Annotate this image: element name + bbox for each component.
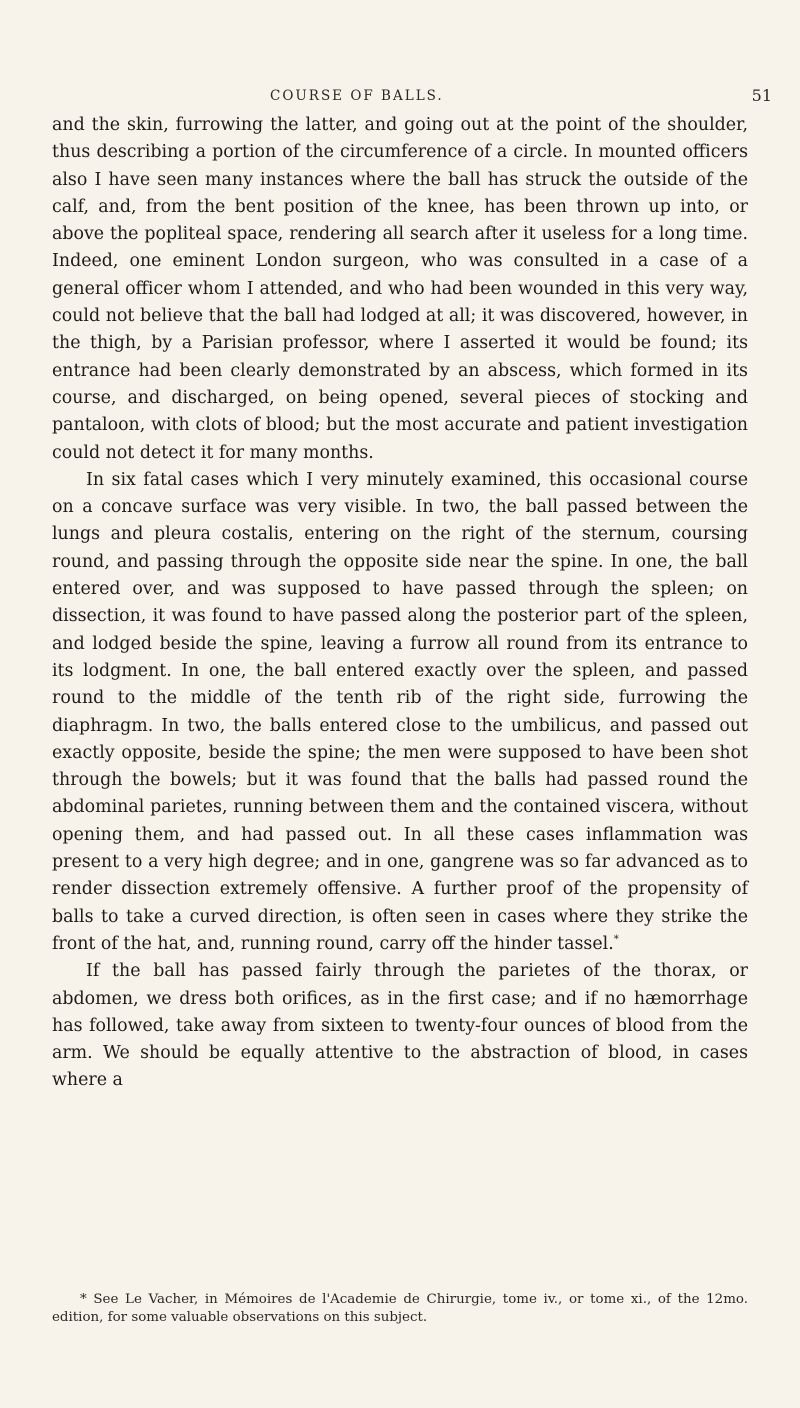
paragraph-1: and the skin, furrowing the latter, and going out at the point of the shoulder, thus describing a portion of the circumference of a circle. In mounted officers also I have seen many instances where the ball has struck the outside of the calf, and, from the bent position of the knee, has been thrown up into, or above the popliteal space, rendering all search after it useless for a long time. Indeed, one eminent London surgeon, who was consulted in a case of a general officer whom I attended, and who had been wounded in this very way, could not believe that the ball had lodged at all; it was discovered, however, in the thigh, by a Parisian professor, where I asserted it would be found; its entrance had been clearly demonstrated by an abscess, which formed in its course, and discharged, on being opened, several pieces of stocking and pantaloon, with clots of blood; but the most accurate and patient investigation could not detect it for many months. [52, 115, 748, 463]
body-text [52, 112, 748, 1095]
paragraph-3: If the ball has passed fairly through the parietes of the thorax, or abdomen, we dress both orifices, as in the first case; and if no hæmorrhage has followed, take away from sixteen to twenty-four ounces of blood from the arm. We should be equally attentive to the abstraction of blood, in cases where a [52, 961, 748, 1091]
paragraph-2 [52, 467, 748, 958]
footnote: * See Le Vacher, in Mémoires de l'Academie de Chirurgie, tome iv., or tome xi., of the 12mo. edition, for some valuable observations on this subject. [52, 1292, 748, 1325]
page-number: 51 [751, 86, 772, 105]
running-head [270, 88, 772, 110]
paragraph-2-text: In six fatal cases which I very minutely examined, this occasional course on a concave surface was very visible. In two, the ball passed between the lungs and pleura costalis, entering on the right of the sternum, coursing round, and passing through the opposite side near the spine. In one, the ball entered over, and was supposed to have passed through the spleen; on dissection, it was found to have passed along the posterior part of the spleen, and lodged beside the spine, leaving a furrow all round from its entrance to its lodgment. In one, the ball entered exactly over the spleen, and passed round to the middle of the tenth rib of the right side, furrowing the diaphragm. In two, the balls entered close to the umbilicus, and passed out exactly opposite, beside the spine; the men were supposed to have been shot through the bowels; but it was found that the balls had passed round the abdominal parietes, running between them and the contained viscera, without opening them, and had passed out. In all these cases inflammation was present to a very high degree; and in one, gangrene was so far advanced as to render dissection extremely offensive. A further proof of the propensity of balls to take a curved direction, is often seen in cases where they strike the front of the hat, and, running round, carry off the hinder tassel. [52, 469, 748, 954]
footnote-marker: * [613, 934, 619, 946]
running-title: COURSE OF BALLS. [270, 88, 444, 104]
